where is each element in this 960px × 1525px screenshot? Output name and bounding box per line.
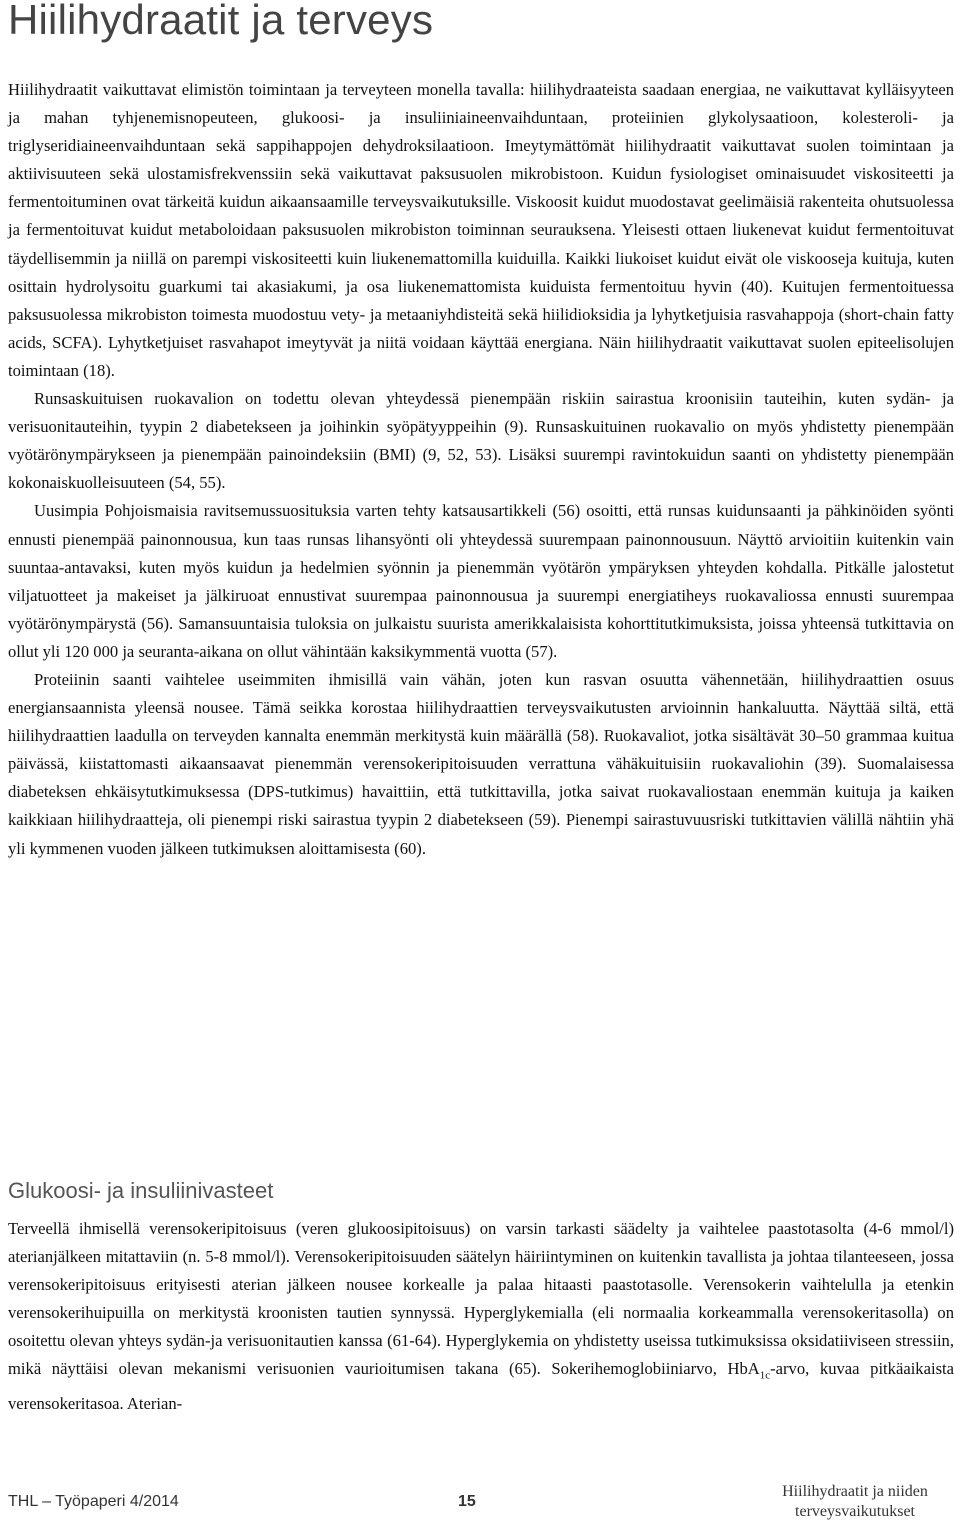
paragraph: Hiilihydraatit vaikuttavat elimistön toimintaan ja terveyteen monella tavalla: hiilihydraateista saadaan energiaa, ne vaikuttavat kylläisyyteen ja mahan tyhjenemisnopeuteen, glukoosi- ja insuliiniaineenvaihduntaan, proteiinien glykolysaatioon, kolesteroli- ja triglyseridiaineenvaihduntaan sekä sappihappojen dehydroksilaatioon. Imeytymättömät hiilihydraatit vaikuttavat suolen toimintaan ja aktiivisuuteen sekä ulostamisfrekvenssiin sekä vaikuttavat paksusuolen mikrobistoon. Kuidun fysiologiset ominaisuudet viskositeetti ja fermentoituminen ovat tärkeitä kuidun aikaansaamille terveysvaikutuksille. Viskoosit kuidut muodostavat geelimäisiä rakenteita ohutsuolessa ja fermentoituvat kuidut metaboloidaan paksusuolen mikrobiston toiminnan seurauksena. Yleisesti ottaen liukenevat kuidut fermentoituvat täydellisemmin ja niillä on parempi viskositeetti kuin liukenemattomilla kuiduilla. Kaikki liukoiset kuidut eivät ole viskooseja kuituja, kuten osittain hydrolysoitu guarkumi tai akasiakumi, ja osa liukenemattomista kuiduista fermentoituu hyvin (40). Kuitujen fermentoituessa paksusuolessa mikrobiston toimesta muodostuu vety- ja metaaniyhdisteitä sekä hiilidioksidia ja lyhytketjuisia rasvahappoja (short-chain fatty acids, SCFA). Lyhytketjuiset rasvahapot imeytyvät ja niitä voidaan käyttää energiana. Näin hiilihydraatit vaikuttavat suolen epiteelisolujen toimintaan (18).: [8, 80, 954, 380]
paragraph-text: -arvo, kuvaa pitkäaikaista verensokeritasoa. Aterian-: [8, 1359, 955, 1413]
running-title-line: Hiilihydraatit ja niiden: [782, 1483, 928, 1500]
footer-publisher: THL – Työpaperi 4/2014: [8, 1493, 179, 1510]
paragraph-text: Terveellä ihmisellä verensokeripitoisuus (veren glukoosipitoisuus) on varsin tarkasti säädelty ja vaihtelee paastotasolta (4-6 mmol/l) aterianjälkeen mitattaviin (n. 5-8 mmol/l). Verensokeripitoisuuden säätelyn häiriintyminen on kuitenkin tavallista ja johtaa tilanteeseen, jossa verensokeripitoisuus erityisesti aterian jälkeen nousee korkealle ja palaa hitaasti paastotasolle. Verensokerin vaihtelulla ja etenkin verensokerihuipuilla on merkitystä kroonisten tautien synnyssä. Hyperglykemialla (eli normaalia korkeammalla verensokeritasolla) on osoitettu olevan yhteys sydän-ja verisuonitautien kanssa (61-64). Hyperglykemia on yhdistetty useissa tutkimuksissa oksidatiiviseen stressiin, mikä näyttäisi olevan mekanismi verisuonien vaurioitumisen takana (65). Sokerihemoglobiiniarvo, HbA: [8, 1219, 954, 1379]
running-title-line: terveysvaikutukset: [795, 1503, 915, 1520]
paragraph: Proteiinin saanti vaihtelee useimmiten ihmisillä vain vähän, joten kun rasvan osuutta vähennetään, hiilihydraattien osuus energiansaannista yleensä nousee. Tämä seikka korostaa hiilihydraattien terveysvaikutusten arvioinnin hankaluutta. Näyttää siltä, että hiilihydraattien laadulla on terveyden kannalta enemmän merkitystä kuin määrällä (58). Ruokavaliot, jotka sisältävät 30–50 grammaa kuitua päivässä, kiistattomasti aikaansaavat pienemmän verensokeripitoisuuden verrattuna vähäkuituisiin ruokavaliohin (39). Suomalaisessa diabeteksen ehkäisytutkimuksessa (DPS-tutkimus) havaittiin, että tutkittavilla, jotka saivat ruokavaliostaan enemmän kuituja ja kaiken kaikkiaan hiilihydraatteja, oli pienempi riski sairastua tyypin 2 diabetekseen (59). Pienempi sairastuvuusriski tutkittavien välillä nähtiin yhä yli kymmenen vuoden jälkeen tutkimuksen aloittamisesta (60).: [8, 669, 954, 858]
subscript: 1c: [759, 1369, 771, 1382]
footer-running-title: [760, 1482, 950, 1522]
section-heading: Glukoosi- ja insuliinivasteet: [8, 1178, 274, 1203]
paragraph: Uusimpia Pohjoismaisia ravitsemussuosituksia varten tehty katsausartikkeli (56) osoitti, että runsas kuidunsaanti ja pähkinöiden syönti ennusti pienempää painonnousua, kun taas runsas lihansyönti oli yhteydessä suurempaan painonnousuun. Näyttö arvioitiin kuitenkin vain suuntaa-antavaksi, kuten myös kuidun ja hedelmien syönnin ja pienemmän vyötärön ympäryksen yhteyden kohdalla. Pitkälle jalostetut viljatuotteet ja makeiset ja jälkiruoat ennustivat suurempaa painonnousua ja suurempi energiatiheys ruokavaliossa ennusti suurempaa vyötärönympärystä (56). Samansuuntaisia tuloksia on julkaistu suurista amerikkalaisista kohorttitutkimuksista, joissa yhteensä tutkittavia on ollut yli 120 000 ja seuranta-aikana on ollut vähintään kaksikymmentä vuotta (57).: [8, 501, 954, 661]
paragraph: [8, 1215, 954, 1418]
page-number: 15: [458, 1493, 476, 1510]
paragraph: Runsaskuituisen ruokavalion on todettu olevan yhteydessä pienempään riskiin sairastua kroonisiin tauteihin, kuten sydän- ja verisuonitauteihin, tyypin 2 diabetekseen ja joihinkin syöpätyyppeihin (9). Runsaskuituinen ruokavalio on myös yhdistetty pienempään vyötärönympärykseen ja pienempään painoindeksiin (BMI) (9, 52, 53). Lisäksi suurempi ravintokuidun saanti on yhdistetty pienempään kokonaiskuolleisuuteen (54, 55).: [8, 389, 954, 493]
section-2-body: [8, 1215, 954, 1418]
page-title: Hiilihydraatit ja terveys: [8, 0, 434, 43]
section-1-body: [8, 76, 954, 863]
